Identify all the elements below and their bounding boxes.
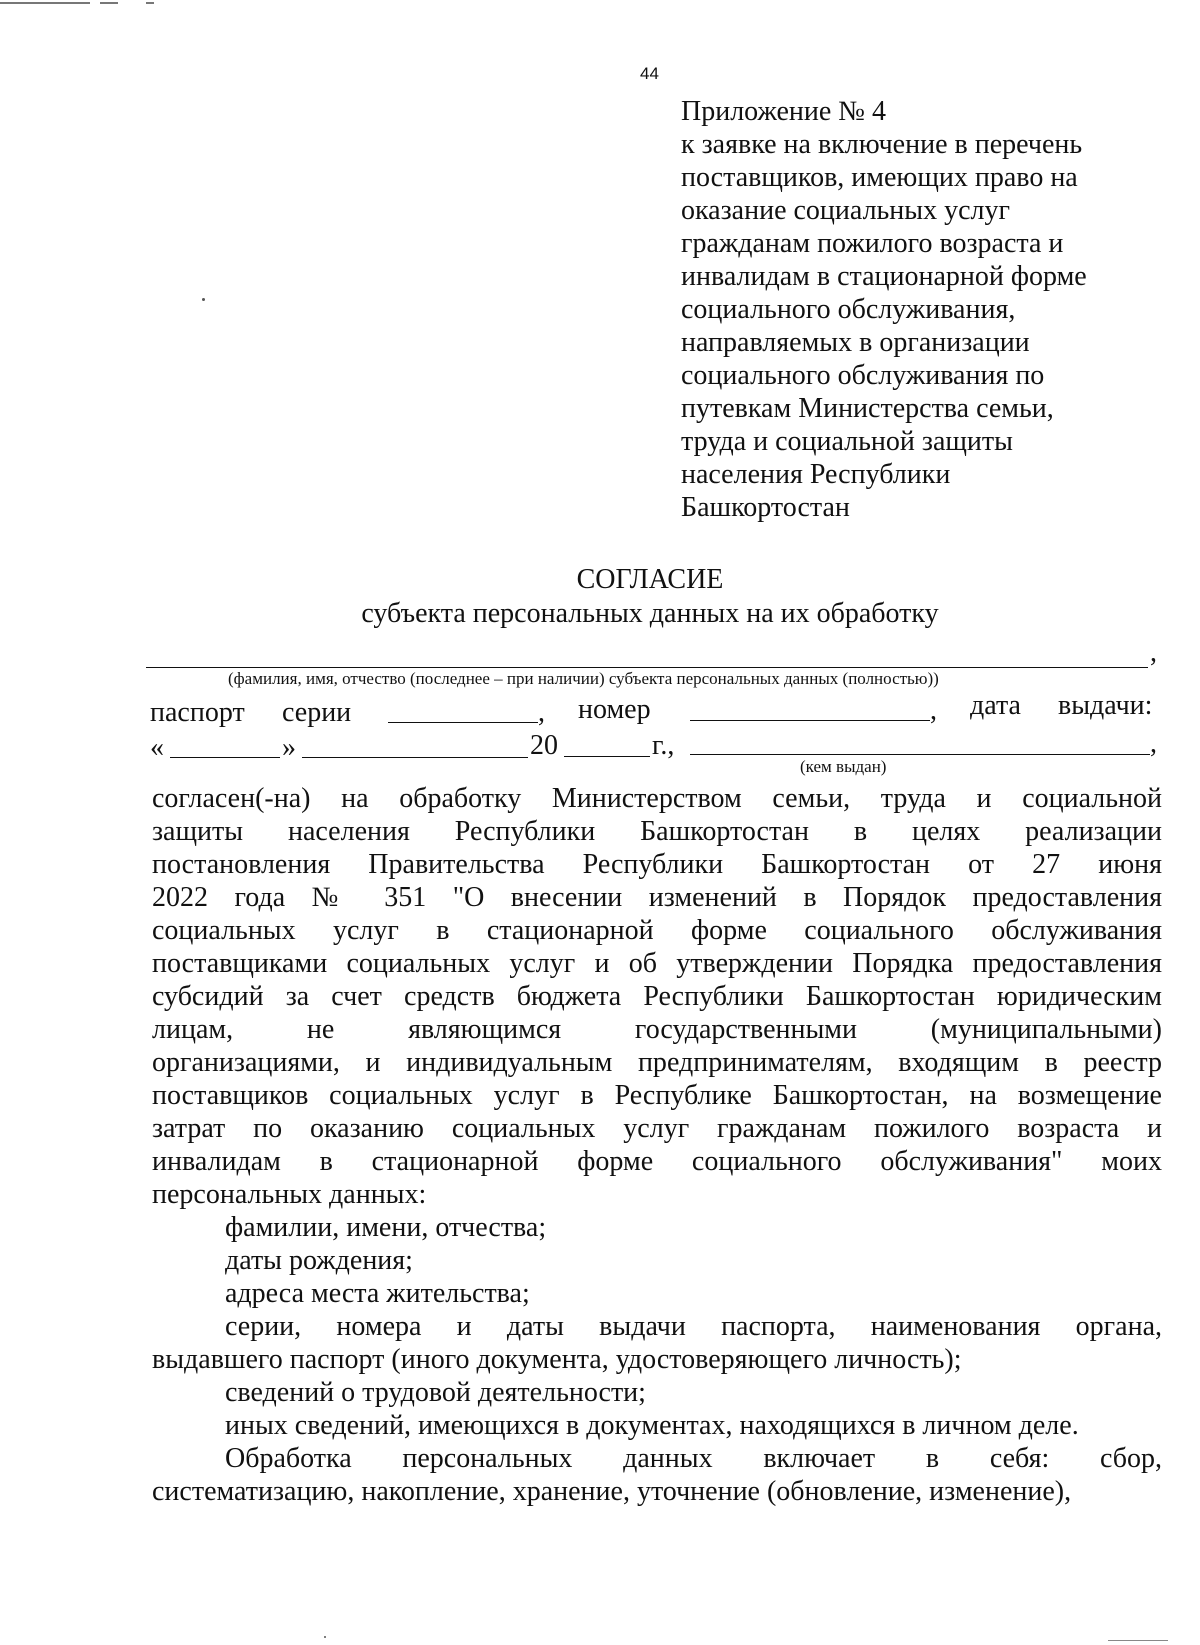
issued-by-comma: , <box>1150 728 1157 759</box>
appendix-line: Башкортостан <box>681 492 850 523</box>
passport-label: паспорт <box>150 697 245 728</box>
page-number: 44 <box>640 64 659 83</box>
data-item: серии, номера и даты выдачи паспорта, наименования органа, <box>225 1311 1162 1342</box>
consent-line: согласен(-на) на обработку Министерством семьи, труда и социальной <box>152 783 1162 814</box>
number-comma: , <box>930 695 937 726</box>
appendix-line: оказание социальных услуг <box>681 195 1010 226</box>
consent-line: защиты населения Республики Башкортостан в целях реализации <box>152 816 1162 847</box>
appendix-line: социального обслуживания, <box>681 294 1016 325</box>
appendix-line: социального обслуживания по <box>681 360 1045 391</box>
processing-line: Обработка персональных данных включает в себя: сбор, <box>225 1443 1162 1474</box>
appendix-line: населения Республики <box>681 459 951 490</box>
consent-line: 2022 года № 351 "О внесении изменений в Порядок предоставления <box>152 882 1162 913</box>
issued-by-caption: (кем выдан) <box>800 757 887 776</box>
scan-artifact-line <box>1108 1640 1168 1641</box>
consent-line: поставщиками социальных услуг и об утверждении Порядка предоставления <box>152 948 1162 979</box>
scan-artifact-line <box>146 2 154 4</box>
appendix-line: путевкам Министерства семьи, <box>681 393 1054 424</box>
scan-speck <box>202 298 205 301</box>
consent-line: лицам, не являющимся государственными (муниципальными) <box>152 1014 1162 1045</box>
data-item: фамилии, имени, отчества; <box>225 1212 547 1243</box>
appendix-line: гражданам пожилого возраста и <box>681 228 1064 259</box>
full-name-field-line[interactable] <box>146 667 1148 668</box>
issue-year-field-line[interactable] <box>564 756 650 757</box>
passport-series-field-line[interactable] <box>388 722 538 723</box>
consent-line: социальных услуг в стационарной форме социального обслуживания <box>152 915 1162 946</box>
number-label: номер <box>578 694 651 725</box>
consent-line: субсидий за счет средств бюджета Республики Башкортостан юридическим <box>152 981 1162 1012</box>
issued-by-field-line[interactable] <box>690 754 1150 755</box>
quote-close: » <box>282 732 296 763</box>
consent-paragraph <box>152 782 1162 1508</box>
document-title: СОГЛАСИЕ <box>576 564 724 595</box>
full-name-caption: (фамилия, имя, отчество (последнее – при наличии) субъекта персональных данных (полностью)) <box>228 669 939 688</box>
issue-day-field-line[interactable] <box>170 757 280 758</box>
issue-month-field-line[interactable] <box>302 757 528 758</box>
series-label: серии <box>282 697 352 728</box>
scan-artifact-line <box>100 2 118 4</box>
consent-line: поставщиков социальных услуг в Республике Башкортостан, на возмещение <box>152 1080 1162 1111</box>
consent-line: затрат по оказанию социальных услуг гражданам пожилого возраста и <box>152 1113 1162 1144</box>
data-item: иных сведений, имеющихся в документах, находящихся в личном деле. <box>225 1410 1079 1441</box>
appendix-line: Приложение № 4 <box>681 96 886 127</box>
data-item-continuation: выдавшего паспорт (иного документа, удостоверяющего личность); <box>152 1344 962 1375</box>
quote-open: « <box>150 732 164 763</box>
series-comma: , <box>538 697 545 728</box>
consent-line: инвалидам в стационарной форме социального обслуживания" моих <box>152 1146 1162 1177</box>
passport-number-field-line[interactable] <box>690 720 930 721</box>
data-item: сведений о трудовой деятельности; <box>225 1377 646 1408</box>
appendix-line: к заявке на включение в перечень <box>681 129 1083 160</box>
data-item: адреса места жительства; <box>225 1278 530 1309</box>
processing-line: систематизацию, накопление, хранение, уточнение (обновление, изменение), <box>152 1476 1072 1507</box>
scan-speck <box>324 1636 326 1638</box>
full-name-comma: , <box>1150 637 1157 668</box>
document-subtitle: субъекта персональных данных на их обработку <box>361 598 939 629</box>
consent-line: организациями, и индивидуальным предпринимателям, входящим в реестр <box>152 1047 1162 1078</box>
consent-line: постановления Правительства Республики Башкортостан от 27 июня <box>152 849 1162 880</box>
appendix-block <box>681 95 1181 524</box>
appendix-line: направляемых в организации <box>681 327 1030 358</box>
appendix-line: инвалидам в стационарной форме <box>681 261 1087 292</box>
year-suffix: г., <box>652 730 675 761</box>
issue-date-label: выдачи: <box>1058 690 1153 721</box>
scan-artifact-line <box>0 2 90 4</box>
data-item: даты рождения; <box>225 1245 413 1276</box>
appendix-line: труда и социальной защиты <box>681 426 1013 457</box>
appendix-line: поставщиков, имеющих право на <box>681 162 1078 193</box>
issue-date-label: дата <box>970 690 1021 721</box>
consent-line: персональных данных: <box>152 1179 427 1210</box>
century-label: 20 <box>530 730 558 761</box>
